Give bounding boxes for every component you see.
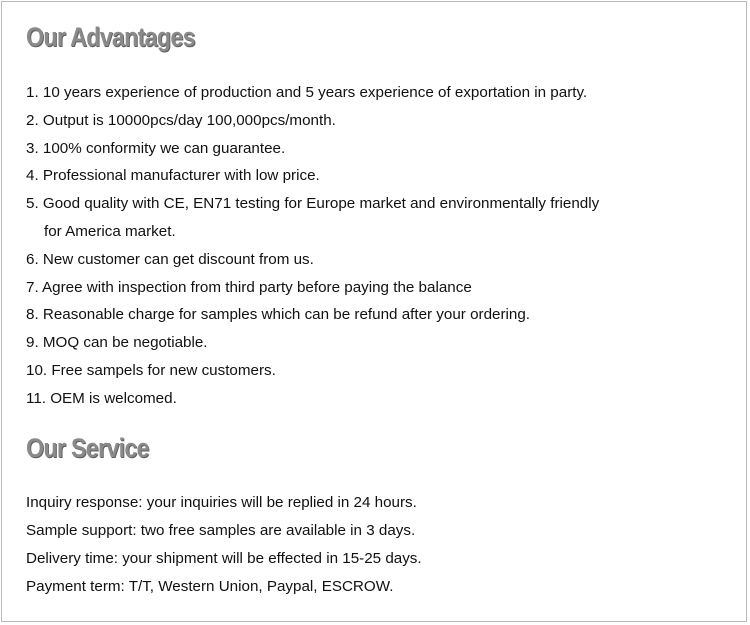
advantage-item-1: 1. 10 years experience of production and 5 years experience of exportation in party. xyxy=(26,84,588,101)
service-item-sample: Sample support: two free samples are available in 3 days. xyxy=(26,522,416,539)
content-frame xyxy=(1,1,747,622)
service-item-inquiry: Inquiry response: your inquiries will be replied in 24 hours. xyxy=(26,494,417,511)
advantage-item-3: 3. 100% conformity we can guarantee. xyxy=(26,139,286,157)
service-item-delivery: Delivery time: your shipment will be effected in 15-25 days. xyxy=(26,550,422,567)
service-list xyxy=(26,489,726,601)
advantage-item-7: 7. Agree with inspection from third party before paying the balance xyxy=(26,278,472,296)
advantage-item-9: 9. MOQ can be negotiable. xyxy=(26,334,208,352)
service-item-payment: Payment term: T/T, Western Union, Paypal, ESCROW. xyxy=(26,578,394,595)
advantage-item-5-continuation: for America market. xyxy=(44,222,176,240)
advantage-item-8: 8. Reasonable charge for samples which can be refund after your ordering. xyxy=(26,306,531,324)
advantage-item-10: 10. Free sampels for new customers. xyxy=(26,361,276,379)
advantage-item-6: 6. New customer can get discount from us. xyxy=(26,250,314,268)
advantage-item-11: 11. OEM is welcomed. xyxy=(26,389,177,407)
advantages-title: Our Advantages xyxy=(26,22,195,52)
service-title: Our Service xyxy=(26,433,149,463)
advantage-item-4: 4. Professional manufacturer with low price. xyxy=(26,167,320,185)
advantage-item-2: 2. Output is 10000pcs/day 100,000pcs/month. xyxy=(26,111,336,129)
advantages-list xyxy=(26,79,726,413)
advantage-item-5: 5. Good quality with CE, EN71 testing for Europe market and environmentally friendly for America market. xyxy=(26,190,726,246)
